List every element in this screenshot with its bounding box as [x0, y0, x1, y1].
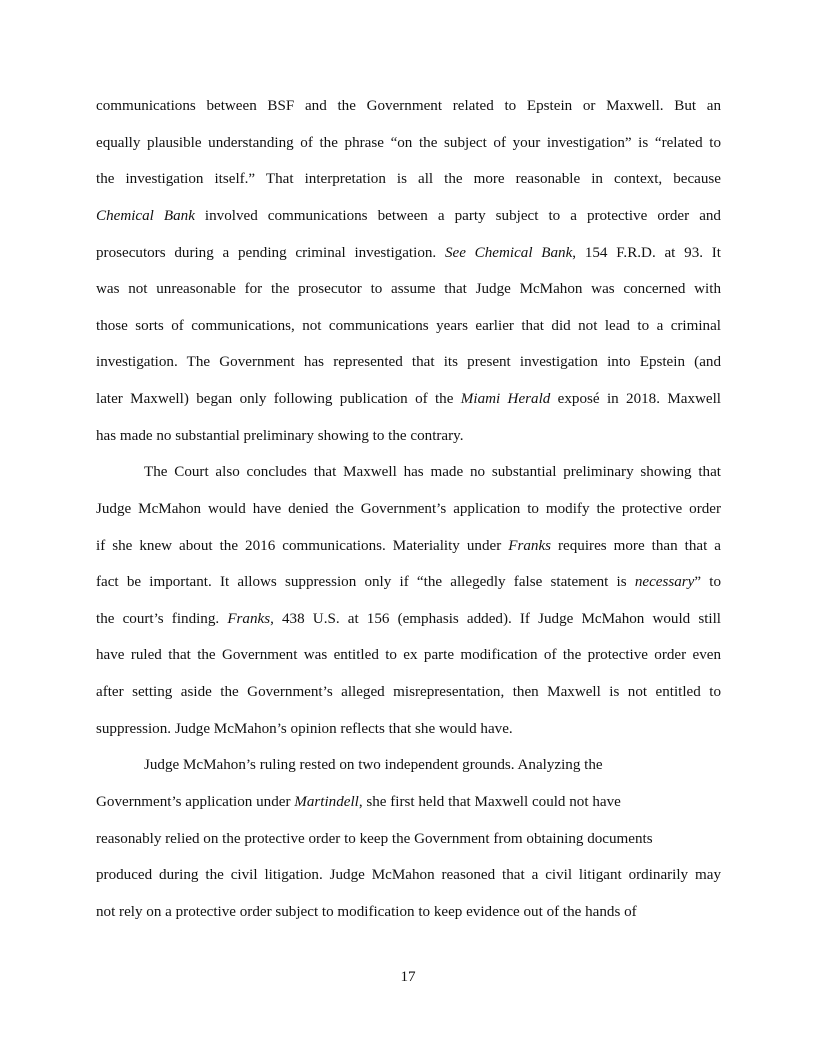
- text-line: [96, 161, 721, 198]
- paragraph: [96, 88, 721, 454]
- text-line: [96, 418, 721, 455]
- text-segment: equally plausible understanding of the phrase “on the subject of your investigation” is “related to: [96, 134, 721, 151]
- text-line: [96, 821, 721, 858]
- text-segment: if she knew about the 2016 communications. Materiality under: [96, 537, 509, 554]
- text-segment: prosecutors during a pending criminal investigation.: [96, 244, 445, 261]
- text-segment: produced during the civil litigation. Judge McMahon reasoned that a civil litigant ordinarily may: [96, 867, 721, 884]
- text-line: [96, 308, 721, 345]
- text-segment: exposé in 2018. Maxwell: [550, 391, 721, 407]
- text-line: [96, 198, 721, 235]
- text-segment: , 438 U.S. at 156 (emphasis added). If Judge McMahon would still: [270, 610, 721, 627]
- text-line: [96, 454, 721, 491]
- italic-citation: Franks: [508, 537, 552, 554]
- text-segment: The Court also concludes that Maxwell has made no substantial preliminary showing that: [144, 464, 721, 481]
- italic-citation: Miami Herald: [460, 391, 551, 407]
- document-body: [96, 88, 721, 930]
- text-segment: communications between BSF and the Government related to Epstein or Maxwell. But an: [96, 98, 721, 114]
- text-segment: , she first held that Maxwell could not have: [358, 793, 621, 810]
- text-segment: the court’s finding.: [96, 610, 228, 627]
- text-segment: those sorts of communications, not communications years earlier that did not lead to a criminal: [96, 317, 721, 334]
- text-line: [96, 601, 721, 638]
- text-segment: have ruled that the Government was entitled to ex parte modification of the protective order even: [96, 647, 721, 664]
- italic-citation: necessary: [634, 574, 695, 591]
- text-line: [96, 88, 721, 125]
- text-line: [96, 271, 721, 308]
- text-segment: ” to: [694, 574, 721, 591]
- text-segment: Judge McMahon would have denied the Government’s application to modify the protective order: [96, 500, 721, 517]
- text-line: [96, 528, 721, 565]
- text-segment: after setting aside the Government’s alleged misrepresentation, then Maxwell is not entitled to: [96, 684, 721, 700]
- text-line: [96, 235, 721, 272]
- text-line: [96, 784, 721, 821]
- text-line: [96, 381, 721, 418]
- text-line: [96, 857, 721, 894]
- text-segment: reasonably relied on the protective order to keep the Government from obtaining documents: [96, 830, 653, 847]
- text-line: [96, 747, 721, 784]
- text-segment: fact be important. It allows suppression only if “the allegedly false statement is: [96, 574, 635, 591]
- paragraph: [96, 747, 721, 930]
- page-number: 17: [400, 969, 416, 985]
- text-line: [96, 564, 721, 601]
- text-segment: investigation. The Government has represented that its present investigation into Epstein (and: [96, 354, 721, 371]
- text-segment: requires more than that a: [551, 537, 722, 554]
- text-segment: was not unreasonable for the prosecutor to assume that Judge McMahon was concerned with: [96, 281, 721, 298]
- text-segment: suppression. Judge McMahon’s opinion reflects that she would have.: [96, 720, 513, 737]
- paragraph: [96, 454, 721, 747]
- text-segment: Judge McMahon’s ruling rested on two independent grounds. Analyzing the: [144, 757, 603, 774]
- text-segment: involved communications between a party subject to a protective order and: [194, 207, 721, 224]
- italic-citation: Chemical Bank: [96, 207, 195, 224]
- text-segment: later Maxwell) began only following publication of the: [96, 391, 461, 407]
- text-line: [96, 491, 721, 528]
- text-segment: has made no substantial preliminary showing to the contrary.: [96, 427, 464, 444]
- text-line: [96, 637, 721, 674]
- text-line: [96, 711, 721, 748]
- text-line: [96, 894, 721, 931]
- text-line: [96, 125, 721, 162]
- text-segment: Government’s application under: [96, 793, 295, 810]
- text-segment: , 154 F.R.D. at 93. It: [572, 244, 721, 261]
- italic-citation: See Chemical Bank: [444, 244, 573, 261]
- italic-citation: Martindell: [294, 793, 359, 810]
- text-segment: not rely on a protective order subject to modification to keep evidence out of the hands of: [96, 903, 637, 920]
- text-segment: the investigation itself.” That interpretation is all the more reasonable in context, because: [96, 171, 721, 188]
- text-line: [96, 674, 721, 711]
- text-line: [96, 344, 721, 381]
- italic-citation: Franks: [227, 610, 271, 627]
